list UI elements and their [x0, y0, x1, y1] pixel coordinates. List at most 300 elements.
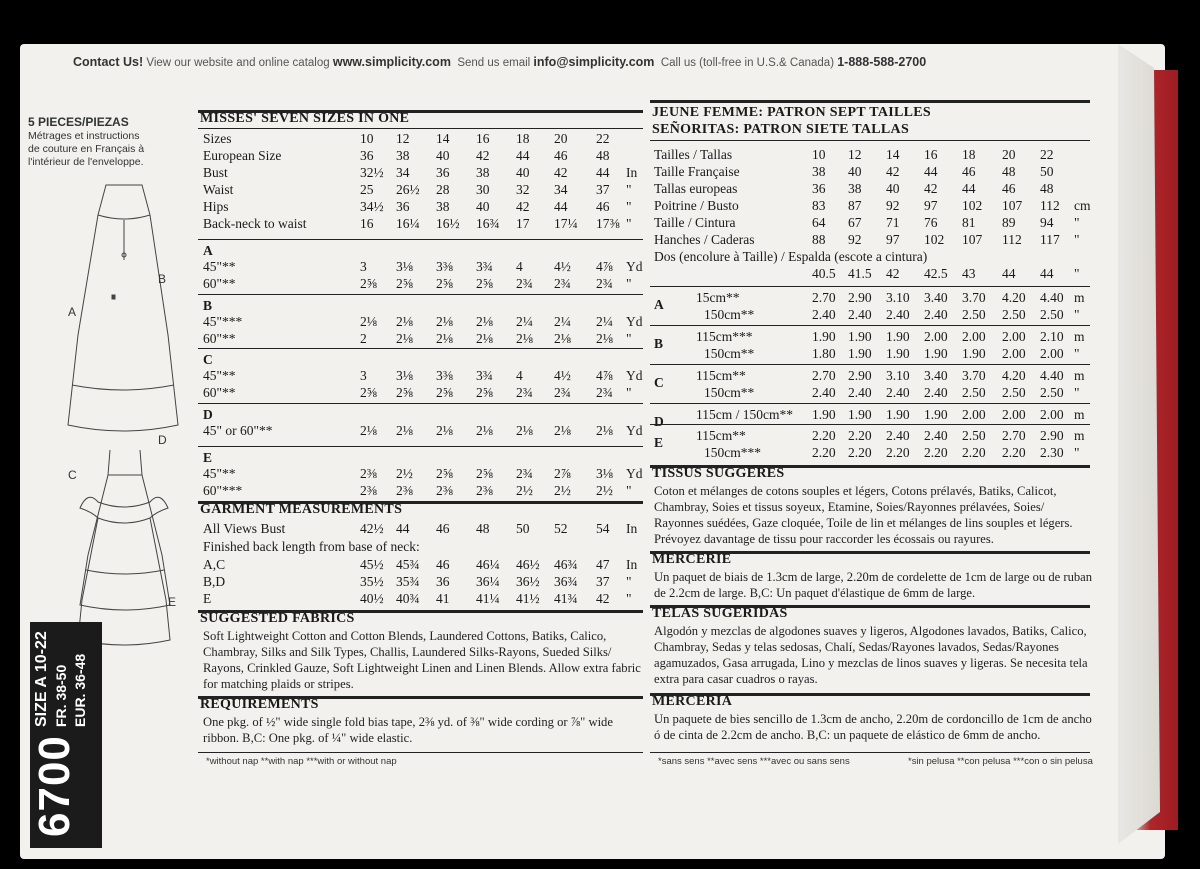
en-view-b-row2-cell: 2 [360, 331, 367, 346]
fr-europeas-row-cell: 36 [812, 181, 826, 196]
fr-view-b-row2-cell: 1.90 [848, 346, 872, 361]
en-view-d-row1-cell: 2⅛ [516, 423, 533, 438]
fr-taille-row-cell: 81 [962, 215, 976, 230]
en-view-a-row1-label: 45"** [203, 259, 236, 274]
fr-tailles-row-cell: 14 [886, 147, 900, 162]
fr-view-b-row2-cell: 2.00 [1002, 346, 1026, 361]
en-view-d-row1-cell: 2⅛ [396, 423, 413, 438]
fr-view-c-row2 [28, 384, 1128, 401]
fr-view-e-row2-unit: " [1074, 445, 1080, 460]
en-bust-row-cell: 44 [596, 165, 610, 180]
en-view-a-row2-cell: 2⅝ [360, 276, 377, 291]
en-hips-row-label: Hips [203, 199, 229, 214]
gm-bust-row-cell: 48 [476, 521, 490, 536]
en-european-row-cell: 48 [596, 148, 610, 163]
merceria-text: Un paquete de bies sencillo de 1.3cm de ancho, 2.20m de cordoncillo de 1cm de ancho ó de cinta de 2.2cm de ancho. B,C: un paquete de elástico de 6mm de ancho. [654, 712, 1092, 742]
fr-view-e-row1-cell: 2.90 [1040, 428, 1064, 443]
en-view-a-row1-cell: 3⅛ [396, 259, 413, 274]
view-label-e: E [168, 595, 177, 609]
fr-view-a-row1-cell: 4.40 [1040, 290, 1064, 305]
fr-view-b-row2-cell: 2.00 [1040, 346, 1064, 361]
en-view-e-row2-cell: 2⅜ [396, 483, 413, 498]
email-link[interactable]: info@simplicity.com [533, 55, 655, 69]
fr-view-d-row1-cell: 1.90 [924, 407, 948, 422]
en-sizes-row-cell: 12 [396, 131, 410, 146]
en-view-d-row1-cell: 2⅛ [436, 423, 453, 438]
fr-rule-c [650, 364, 1090, 365]
en-view-b-row2-cell: 2⅛ [596, 331, 613, 346]
fr-title: JEUNE FEMME: PATRON SEPT TAILLES [652, 105, 932, 120]
gm-e-row-unit: " [626, 591, 632, 606]
fr-view-d-row1-cell: 2.00 [1002, 407, 1026, 422]
fr-view-e-row2-cell: 2.20 [924, 445, 948, 460]
en-view-b-row2-cell: 2⅛ [516, 331, 533, 346]
gm-bd-row-cell: 35¾ [396, 574, 420, 589]
en-waist-row-unit: " [626, 182, 632, 197]
fr-view-a-row2-cell: 2.40 [812, 307, 836, 322]
size-name: SIZE A [33, 676, 50, 727]
fr-view-b-row2 [28, 345, 1128, 362]
gm-ac-row-unit: In [626, 557, 638, 572]
fr-view-e-row2-cell: 2.20 [848, 445, 872, 460]
en-view-c-row1-cell: 4⅞ [596, 368, 613, 383]
fr-view-a-row2 [28, 306, 1128, 323]
fr-tailles-row [28, 146, 1128, 163]
fr-view-e-row2-cell: 2.30 [1040, 445, 1064, 460]
fr-view-a-row2-cell: 2.50 [1002, 307, 1026, 322]
fr-view-e-row1-cell: 2.40 [886, 428, 910, 443]
en-view-a-row2-label: 60"** [203, 276, 236, 291]
en-hips-row-cell: 38 [436, 199, 450, 214]
en-view-b-row2-cell: 2⅛ [554, 331, 571, 346]
gm-title: GARMENT MEASUREMENTS [200, 502, 403, 517]
en-european-row-cell: 40 [436, 148, 450, 163]
en-title: MISSES' SEVEN SIZES IN ONE [200, 111, 410, 126]
fr-view-e-row1-cell: 2.40 [924, 428, 948, 443]
fr-view-d-row1-unit: m [1074, 407, 1085, 422]
fr-view-c-row1-cell: 3.40 [924, 368, 948, 383]
tissus-text: Coton et mélanges de cotons souples et légers, Cotons prélavés, Batiks, Calicot, Chambray, Soies et tissus soyeux, Etamine, Soies/Rayonnes prélavées, Soies/ Rayonnes suédées, Gaze cloquée, Toile de lin et mélanges de lins souples et légers. Prévoyez davantage de tissu pour raccorder les écossais ou rayures. [654, 484, 1073, 546]
requirements-title: REQUIREMENTS [200, 697, 319, 712]
fr-francaise-row [28, 163, 1128, 180]
en-hips-row-cell: 44 [554, 199, 568, 214]
en-european-row-cell: 46 [554, 148, 568, 163]
gm-bust-row-cell: 42½ [360, 521, 384, 536]
fr-view-e-row2-cell: 2.20 [1002, 445, 1026, 460]
gm-bd-row-cell: 37 [596, 574, 610, 589]
fr-view-b-row2-cell: 1.90 [962, 346, 986, 361]
tissus-title: TISSUS SUGGERES [652, 466, 785, 481]
en-view-a-letter: A [203, 243, 213, 258]
en-european-row-cell: 38 [396, 148, 410, 163]
en-view-e-row1-cell: 2½ [396, 466, 413, 481]
fr-view-a-row2-cell: 2.50 [1040, 307, 1064, 322]
en-view-a-row1-cell: 3 [360, 259, 367, 274]
size-range: 10-22 [33, 631, 50, 673]
fr-europeas-row-cell: 48 [1040, 181, 1054, 196]
fr-francaise-row-cell: 44 [924, 164, 938, 179]
fr-hanches-row-cell: 92 [848, 232, 862, 247]
en-sizes-row-cell: 10 [360, 131, 374, 146]
fr-view-c-letter: C [654, 375, 664, 390]
gm-e-row-cell: 41¾ [554, 591, 578, 606]
dos-label: Dos (encolure à Taille) / Espalda (escote a cintura) [654, 249, 928, 264]
en-bust-row-unit: In [626, 165, 638, 180]
fr-view-e-row2-cell: 2.20 [886, 445, 910, 460]
en-view-c-row1-cell: 4 [516, 368, 523, 383]
en-back-row-cell: 16 [360, 216, 374, 231]
fr-view-c-row2-cell: 2.40 [848, 385, 872, 400]
fr-view-a-row2-cell: 2.50 [962, 307, 986, 322]
merceria-title: MERCERIA [652, 694, 733, 709]
fr-view-a-row1-unit: m [1074, 290, 1085, 305]
fr-poitrine-row-cell: 112 [1040, 198, 1060, 213]
fr-view-c-row1-cell: 3.70 [962, 368, 986, 383]
en-view-c-row2-cell: 2⅝ [436, 385, 453, 400]
en-sizes-row [28, 130, 1128, 147]
gm-bd-row-cell: 35½ [360, 574, 384, 589]
fr-view-d-row1-cell: 1.90 [886, 407, 910, 422]
fr-dos-row-cell: 40.5 [812, 266, 836, 281]
en-view-e-row1-label: 45"** [203, 466, 236, 481]
en-view-b-row2-cell: 2⅛ [396, 331, 413, 346]
en-view-a-row2-cell: 2¾ [596, 276, 613, 291]
gm-ac-row-label: A,C [203, 557, 226, 572]
fr-poitrine-row-cell: 107 [1002, 198, 1023, 213]
fr-view-e-row1-cell: 2.20 [848, 428, 872, 443]
en-view-b-row2-unit: " [626, 331, 632, 346]
gm-ac-row-cell: 46½ [516, 557, 540, 572]
en-view-c-row1-cell: 4½ [554, 368, 571, 383]
phone-number: 1-888-588-2700 [837, 55, 927, 69]
en-view-a-row2-cell: 2⅝ [396, 276, 413, 291]
en-bust-row-cell: 38 [476, 165, 490, 180]
en-waist-row-cell: 32 [516, 182, 530, 197]
fr-view-b-row1-cell: 2.00 [924, 329, 948, 344]
en-back-row-cell: 17 [516, 216, 530, 231]
fr-view-e-row2-cell: 2.20 [812, 445, 836, 460]
en-view-e-row1-cell: 2⅞ [554, 466, 571, 481]
fr-view-c-row2-cell: 2.40 [812, 385, 836, 400]
en-view-c-row1-cell: 3⅛ [396, 368, 413, 383]
fr-top-rule [650, 100, 1090, 103]
fr-poitrine-row-cell: 87 [848, 198, 862, 213]
fr-view-a-row1-cell: 2.90 [848, 290, 872, 305]
gm-bust-row-cell: 54 [596, 521, 610, 536]
fr-view-b-letter: B [654, 336, 664, 351]
fr-tailles-row-cell: 10 [812, 147, 826, 162]
en-hips-row-cell: 36 [396, 199, 410, 214]
fr-view-a-letter: A [654, 297, 664, 312]
telas-title: TELAS SUGERIDAS [652, 606, 788, 621]
gm-bust-row-label: All Views Bust [203, 521, 286, 536]
eur-size-range: EUR. 36-48 [72, 653, 88, 727]
fr-view-b-row1-label: 115cm*** [696, 329, 753, 344]
fr-dos-row-cell: 43 [962, 266, 976, 281]
fr-view-c-row2-cell: 2.50 [1002, 385, 1026, 400]
en-waist-row-cell: 26½ [396, 182, 420, 197]
en-view-b-row1-cell: 2¼ [516, 314, 533, 329]
size-label [33, 631, 51, 727]
fr-view-a-row1 [28, 289, 1128, 306]
en-view-e-row2-unit: " [626, 483, 632, 498]
website-link[interactable]: www.simplicity.com [332, 55, 451, 69]
en-view-a-row2-cell: 2¾ [554, 276, 571, 291]
fr-view-e-row1-unit: m [1074, 428, 1085, 443]
fr-rule-d [650, 403, 1090, 404]
en-sizes-row-label: Sizes [203, 131, 232, 146]
fr-dos-row [28, 265, 1128, 282]
en-view-e-row1-cell: 2¾ [516, 466, 533, 481]
fr-view-e-row1 [28, 427, 1128, 444]
fr-francaise-row-label: Taille Française [654, 164, 740, 179]
en-view-c-row2-cell: 2¾ [516, 385, 533, 400]
fr-tailles-row-label: Tailles / Tallas [654, 147, 733, 162]
fr-view-b-row1-cell: 1.90 [886, 329, 910, 344]
pieces-fr-line1: Métrages et instructions [28, 130, 140, 142]
fr-view-a-row2-label: 150cm** [704, 307, 755, 322]
contact-bar [73, 55, 926, 69]
view-label-d: D [158, 433, 167, 447]
view-label-a: A [68, 305, 77, 319]
fr-hanches-row-cell: 102 [924, 232, 945, 247]
fr-view-e-row2 [28, 444, 1128, 461]
en-waist-row-cell: 37 [596, 182, 610, 197]
en-waist-row-cell: 28 [436, 182, 450, 197]
fr-view-b-row1-cell: 1.90 [812, 329, 836, 344]
en-view-c-row1-unit: Yd [626, 368, 643, 383]
en-view-b-row1-cell: 2¼ [596, 314, 613, 329]
fr-view-a-row2-cell: 2.40 [924, 307, 948, 322]
en-view-e-row1-unit: Yd [626, 466, 643, 481]
en-back-row-cell: 17⅜ [596, 216, 620, 231]
gm-e-row-cell: 41 [436, 591, 450, 606]
fr-europeas-row-cell: 42 [924, 181, 938, 196]
en-sizes-row-cell: 20 [554, 131, 568, 146]
fr-view-b-row1 [28, 328, 1128, 345]
en-view-a-row1-cell: 4½ [554, 259, 571, 274]
fr-view-b-row2-unit: " [1074, 346, 1080, 361]
fr-poitrine-row-cell: 102 [962, 198, 983, 213]
fr-view-d-letter: D [654, 414, 664, 429]
fr-view-d-row1-cell: 1.90 [848, 407, 872, 422]
fr-view-d-row1-cell: 2.00 [962, 407, 986, 422]
fr-view-c-row2-cell: 2.50 [1040, 385, 1064, 400]
fr-europeas-row-cell: 44 [962, 181, 976, 196]
fr-view-b-row2-cell: 1.90 [924, 346, 948, 361]
en-view-e-row1-cell: 2⅝ [436, 466, 453, 481]
fr-poitrine-row-unit: cm [1074, 198, 1091, 213]
en-bust-row-cell: 34 [396, 165, 410, 180]
fr-europeas-row-cell: 38 [848, 181, 862, 196]
fr-size-range: FR. 38-50 [53, 664, 69, 727]
gm-e-row-cell: 41½ [516, 591, 540, 606]
en-back-row-cell: 16¼ [396, 216, 420, 231]
contact-text: View our website and online catalog [146, 57, 330, 69]
en-view-b-row1-cell: 2⅛ [360, 314, 377, 329]
fr-view-c-row2-label: 150cm** [704, 385, 755, 400]
en-view-d-row1-cell: 2⅛ [476, 423, 493, 438]
en-bottom-rule [198, 752, 643, 753]
fr-view-c-row1-cell: 2.90 [848, 368, 872, 383]
view-label-b: B [158, 272, 167, 286]
en-hips-row-cell: 42 [516, 199, 530, 214]
en-view-b-row1-unit: Yd [626, 314, 643, 329]
en-bust-row-label: Bust [203, 165, 228, 180]
gm-bd-row-cell: 36½ [516, 574, 540, 589]
telas-text: Algodón y mezclas de algodones suaves y ligeros, Algodones lavados, Batiks, Calico, Chambray, Sedas y telas sedosas, Chalí, Sedas/Rayones lavados, Sedas/Rayones agamuzados, Gasa arrugada, Lino y mezclas de linos suaves y ligeras. Se necesita tela extra para casar cuadros o rayas. [654, 624, 1088, 686]
en-waist-row-label: Waist [203, 182, 234, 197]
fr-hanches-row-unit: " [1074, 232, 1080, 247]
fr-view-a-row1-cell: 3.40 [924, 290, 948, 305]
fr-rule-e [650, 424, 1090, 425]
fr-hanches-row-cell: 88 [812, 232, 826, 247]
en-view-c-row2-cell: 2⅝ [396, 385, 413, 400]
en-view-c-row1-cell: 3 [360, 368, 367, 383]
en-view-c-row2-cell: 2¾ [596, 385, 613, 400]
gm-bd-row-unit: " [626, 574, 632, 589]
fr-view-e-row1-cell: 2.20 [812, 428, 836, 443]
gm-e-row-cell: 41¼ [476, 591, 500, 606]
en-view-c-row2-label: 60"** [203, 385, 236, 400]
gm-bust-row-unit: In [626, 521, 638, 536]
en-view-a-row2-cell: 2⅝ [436, 276, 453, 291]
en-hips-row-unit: " [626, 199, 632, 214]
fr-view-e-row2-label: 150cm*** [704, 445, 761, 460]
fr-view-c-row1-cell: 3.10 [886, 368, 910, 383]
en-sizes-row-cell: 22 [596, 131, 610, 146]
en-view-a-row1-cell: 4⅞ [596, 259, 613, 274]
gm-bd-row-label: B,D [203, 574, 226, 589]
gm-bust-row-cell: 52 [554, 521, 568, 536]
en-view-b-letter: B [203, 298, 213, 313]
en-waist-row-cell: 30 [476, 182, 490, 197]
fr-view-d-row1-cell: 1.90 [812, 407, 836, 422]
fr-view-c-row1-label: 115cm** [696, 368, 746, 383]
fr-europeas-row-cell: 40 [886, 181, 900, 196]
fr-poitrine-row [28, 197, 1128, 214]
en-bust-row-cell: 42 [554, 165, 568, 180]
fr-view-e-row1-cell: 2.70 [1002, 428, 1026, 443]
en-hips-row-cell: 40 [476, 199, 490, 214]
en-view-e-row2-cell: 2⅜ [360, 483, 377, 498]
en-rule-d [198, 403, 643, 404]
gm-ac-row-cell: 46 [436, 557, 450, 572]
fr-hanches-row-cell: 107 [962, 232, 983, 247]
fr-view-c-row1 [28, 367, 1128, 384]
fr-view-b-row1-unit: m [1074, 329, 1085, 344]
fr-view-a-row1-cell: 4.20 [1002, 290, 1026, 305]
gm-ac-row-cell: 45¾ [396, 557, 420, 572]
fr-dos-row-cell: 44 [1040, 266, 1054, 281]
en-view-e-row2-cell: 2⅜ [476, 483, 493, 498]
fr-dos-row-unit: " [1074, 266, 1080, 281]
en-view-a-row2-cell: 2¾ [516, 276, 533, 291]
gm-bust-row-cell: 44 [396, 521, 410, 536]
en-view-d-letter: D [203, 407, 213, 422]
fr-poitrine-row-cell: 92 [886, 198, 900, 213]
fr-view-a-row1-label: 15cm** [696, 290, 740, 305]
fr-taille-row [28, 214, 1128, 231]
en-view-a-row1-unit: Yd [626, 259, 643, 274]
pattern-size-label [30, 622, 102, 848]
gm-bust-row-cell: 50 [516, 521, 530, 536]
fr-title-rule [650, 140, 1090, 141]
pieces-fr-line2: de couture en Français à [28, 143, 145, 155]
en-sizes-row-cell: 14 [436, 131, 450, 146]
fr-europeas-row-cell: 46 [1002, 181, 1016, 196]
en-view-b-row2-label: 60"** [203, 331, 236, 346]
fr-view-b-row1-cell: 2.00 [962, 329, 986, 344]
fr-view-c-row2-cell: 2.40 [924, 385, 948, 400]
en-hips-row-cell: 34½ [360, 199, 384, 214]
en-view-a-row1-cell: 3⅜ [436, 259, 453, 274]
en-view-b-row1-cell: 2⅛ [396, 314, 413, 329]
fr-bottom-rule [650, 752, 1090, 753]
phone-label: Call us (toll-free in U.S.& Canada) [660, 57, 835, 69]
fr-taille-row-label: Taille / Cintura [654, 215, 736, 230]
en-back-row-cell: 16¾ [476, 216, 500, 231]
en-view-c-row1-cell: 3¾ [476, 368, 493, 383]
en-view-e-row1-cell: 2⅜ [360, 466, 377, 481]
contact-lead: Contact Us! [73, 55, 144, 69]
fr-view-a-row2-cell: 2.40 [886, 307, 910, 322]
fr-view-b-row2-cell: 1.80 [812, 346, 836, 361]
fr-francaise-row-cell: 38 [812, 164, 826, 179]
en-view-b-row1-cell: 2⅛ [436, 314, 453, 329]
fr-tailles-row-cell: 20 [1002, 147, 1016, 162]
fr-hanches-row-cell: 117 [1040, 232, 1060, 247]
fr-view-e-row1-label: 115cm** [696, 428, 746, 443]
es-title: SEÑORITAS: PATRON SIETE TALLAS [652, 122, 910, 137]
fr-view-a-row1-cell: 2.70 [812, 290, 836, 305]
en-back-row-label: Back-neck to waist [203, 216, 307, 231]
fr-view-c-row1-cell: 4.20 [1002, 368, 1026, 383]
en-view-d-row1-cell: 2⅛ [554, 423, 571, 438]
fr-taille-row-cell: 67 [848, 215, 862, 230]
fabrics-title: SUGGESTED FABRICS [200, 611, 355, 626]
fr-view-e-row2-cell: 2.20 [962, 445, 986, 460]
gm-ac-row-cell: 47 [596, 557, 610, 572]
fr-view-c-row2-unit: " [1074, 385, 1080, 400]
fr-view-b-row1-cell: 1.90 [848, 329, 872, 344]
fr-dos-row-cell: 42.5 [924, 266, 948, 281]
fr-rule-b [650, 325, 1090, 326]
pattern-number: 6700 [30, 735, 79, 837]
fr-view-c-row1-cell: 4.40 [1040, 368, 1064, 383]
fr-hanches-row-cell: 112 [1002, 232, 1022, 247]
en-view-b-row1-cell: 2¼ [554, 314, 571, 329]
pieces-fr-line3: l'intérieur de l'enveloppe. [28, 156, 144, 168]
fr-view-b-row2-cell: 1.90 [886, 346, 910, 361]
en-view-c-row1-label: 45"** [203, 368, 236, 383]
fr-hanches-row [28, 231, 1128, 248]
fr-view-e-row1-cell: 2.50 [962, 428, 986, 443]
fr-dos-row-cell: 44 [1002, 266, 1016, 281]
gm-ac-row-cell: 46¼ [476, 557, 500, 572]
fr-taille-row-cell: 76 [924, 215, 938, 230]
en-view-e-row2-label: 60"*** [203, 483, 243, 498]
fr-view-d-row1-label: 115cm / 150cm** [696, 407, 793, 422]
es-footnote: *sin pelusa **con pelusa ***con o sin pelusa [908, 756, 1093, 767]
en-title-rule [198, 128, 643, 129]
fr-rule-a [650, 286, 1090, 287]
fr-taille-row-cell: 94 [1040, 215, 1054, 230]
gm-e-row-cell: 40½ [360, 591, 384, 606]
fr-francaise-row-cell: 46 [962, 164, 976, 179]
gm-bd-row-cell: 36¼ [476, 574, 500, 589]
mercerie-text: Un paquet de biais de 1.3cm de large, 2.20m de cordelette de 1cm de large ou de ruban de 2.2cm de large. B,C: Un paquet d'élastique de 6mm de large. [654, 570, 1093, 600]
